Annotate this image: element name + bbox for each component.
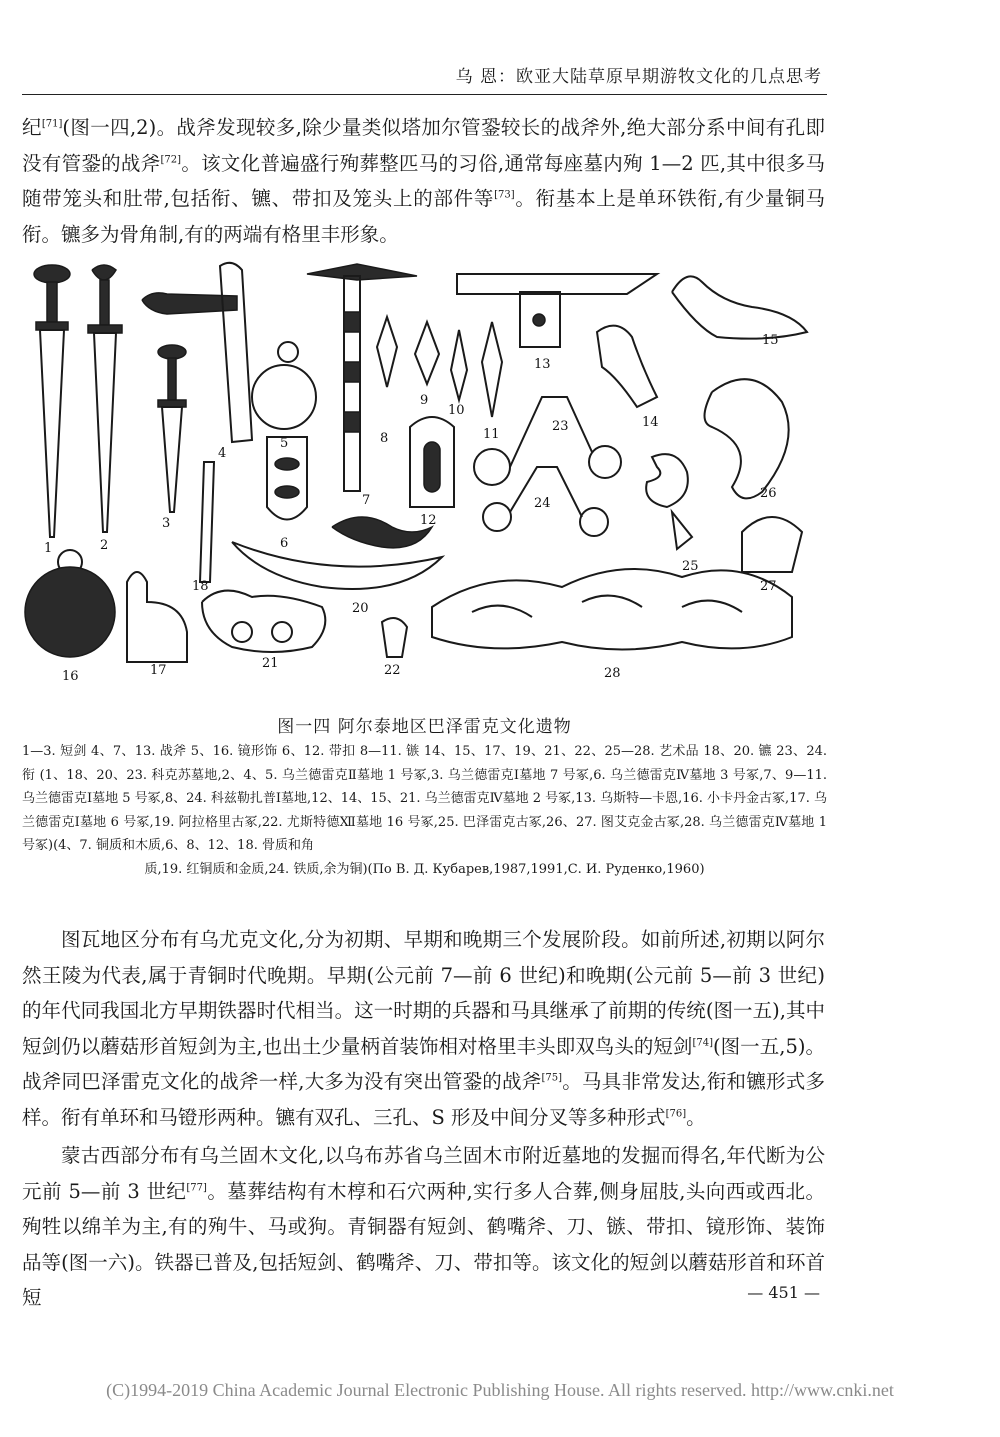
running-header: 乌 恩：欧亚大陆草原早期游牧文化的几点思考 [455,67,822,87]
paragraph-1: 纪[71](图一四,2)。战斧发现较多,除少量类似塔加尔管銎较长的战斧外,绝大部分系中间有孔即没有管銎的战斧[72]。该文化普遍盛行殉葬整匹马的习俗,通常每座墓内殉 1—2 匹,其中很多马随带笼头和肚带,包括衔、镳、带扣及笼头上的部件等[73]。衔基本上是单环铁衔,有少量铜马衔。镳多为骨角制,有的两端有格里丰形象。 [22,116,825,246]
artifact-26-griffin-head [705,379,789,498]
label-25: 25 [682,559,699,574]
figure-14-artifacts [22,252,827,692]
citation-74[interactable]: [74] [692,1037,713,1048]
label-26: 26 [760,486,777,501]
citation-71[interactable]: [71] [41,118,63,130]
citation-76[interactable]: [76] [665,1108,687,1119]
label-10: 10 [448,403,465,418]
figure-caption-body: 1—3. 短剑 4、7、13. 战斧 5、16. 镜形饰 6、12. 带扣 8—11. 镞 14、15、17、19、21、22、25—28. 艺术品 18、20. 镳 23、24. 衔 (1、18、20、23. 科克苏墓地,2、4、5. 乌兰德雷克Ⅱ墓地 1 号冢,3. 乌兰德雷克Ⅰ墓地 7 号冢,6. 乌兰德雷克Ⅳ墓地 3 号冢,7、9—11. 乌兰德雷克Ⅰ墓地 5 号冢,8、24. 科兹勒扎普Ⅰ墓地,12、14、15、21. 乌兰德雷克Ⅳ墓地 2 号冢,13. 乌斯特—卡恩,16. 小卡丹金古冢,17. 乌兰德雷克Ⅰ墓地 6 号冢,19. 阿拉格里古冢,22. 尤斯特德Ⅻ墓地 16 号冢,25. 巴泽雷克古冢,26、27. 图艾克金古冢,28. 乌兰德雷克Ⅳ墓地 1 号冢)(4、7. 铜质和木质,6、8、12、18. 骨质和角 质,19. 红铜质和金质,24. 铁质,余为铜)(По В. Д. Кубарев,1987,1991,С. И. Руденко,1960) [22,740,827,881]
artifact-7-axe [307,264,417,491]
citation-75[interactable]: [75] [541,1072,563,1084]
artifact-1-dagger [34,265,70,537]
artifact-3-dagger [158,345,186,512]
artifact-27-ornament [742,517,802,572]
label-18: 18 [192,579,209,594]
artifact-18-cheekpiece [200,462,214,582]
citation-77[interactable]: [77] [186,1182,207,1193]
label-28: 28 [604,666,621,681]
citation-72[interactable]: [72] [160,154,182,165]
label-16: 16 [62,669,79,684]
citation-73[interactable]: [73] [494,189,515,201]
artifact-10-arrowhead [451,330,467,400]
label-22: 22 [384,663,401,678]
header-rule [22,94,827,95]
artifact-22-ornament [382,618,407,657]
artifact-28-animal-frieze [432,569,792,650]
label-27: 27 [760,579,777,594]
label-3: 3 [162,516,171,531]
artifact-17-animal-figure [127,572,187,662]
label-1: 1 [44,541,53,556]
artifact-12-buckle [410,417,454,507]
label-20: 20 [352,601,369,616]
artifact-5-mirror [252,342,316,429]
figure-caption-tail: 质,19. 红铜质和金质,24. 铁质,余为铜)(По В. Д. Кубарев,1987,1991,С. И. Руденко,1960) [144,861,705,877]
artifact-14-bird [597,326,657,407]
artifact-9-arrowhead [415,322,439,384]
artifact-2-dagger [88,265,122,532]
label-17: 17 [150,663,167,678]
label-24: 24 [534,496,551,511]
label-12: 12 [420,513,437,528]
label-21: 21 [262,656,279,671]
artifact-15-recumbent-deer [672,276,807,338]
label-14: 14 [642,415,659,430]
paragraph-2: 图瓦地区分布有乌尤克文化,分为初期、早期和晚期三个发展阶段。如前所述,初期以阿尔然王陵为代表,属于青铜时代晚期。早期(公元前 7—前 6 世纪)和晚期(公元前 5—前 3 世纪)的年代同我国北方早期铁器时代相当。这一时期的兵器和马具继承了前期的传统(图一五),其中短剑仍以蘑菇形首短剑为主,也出土少量柄首装饰相对格里丰头即双鸟头的短剑[74](图一五,5)。战斧同巴泽雷克文化的战斧一样,大多为没有突出管銎的战斧[75]。马具非常发达,衔和镳形式多样。衔有单环和马镫形两种。镳有双孔、三孔、S 形及中间分叉等多种形式[76]。 [22,928,826,1129]
label-23: 23 [552,419,569,434]
figure-caption-title: 图一四 阿尔泰地区巴泽雷克文化遗物 [277,717,572,737]
label-5: 5 [280,436,289,451]
copyright-footer: (C)1994-2019 China Academic Journal Electronic Publishing House. All rights reserved. http://www.cnki.net [106,1380,894,1400]
label-15: 15 [762,333,779,348]
artifact-8-arrowhead [377,317,397,387]
label-6: 6 [280,536,289,551]
label-9: 9 [420,393,429,408]
artifact-19-ornament [332,517,432,548]
page-number: — 451 — [747,1283,820,1302]
label-2: 2 [100,538,109,553]
label-4: 4 [218,446,227,461]
label-8: 8 [380,431,389,446]
artifact-25-ornament [646,454,692,549]
paragraph-3: 蒙古西部分布有乌兰固木文化,以乌布苏省乌兰固木市附近墓地的发掘而得名,年代断为公元前 5—前 3 世纪[77]。墓葬结构有木椁和石穴两种,实行多人合葬,侧身屈肢,头向西或西北。殉牲以绵羊为主,有的殉牛、马或狗。青铜器有短剑、鹤嘴斧、刀、镞、带扣、镜形饰、装饰品等(图一六)。铁器已普及,包括短剑、鹤嘴斧、刀、带扣等。该文化的短剑以蘑菇形首和环首短 [22,1144,825,1309]
artifact-16-mirror [25,550,115,657]
label-7: 7 [362,493,371,508]
label-13: 13 [534,357,551,372]
label-11: 11 [483,427,500,442]
artifact-21-feline [202,591,325,652]
artifact-20-cheekpiece [232,542,442,589]
artifact-13-axe [457,274,657,347]
artifact-11-arrowhead [482,322,502,417]
